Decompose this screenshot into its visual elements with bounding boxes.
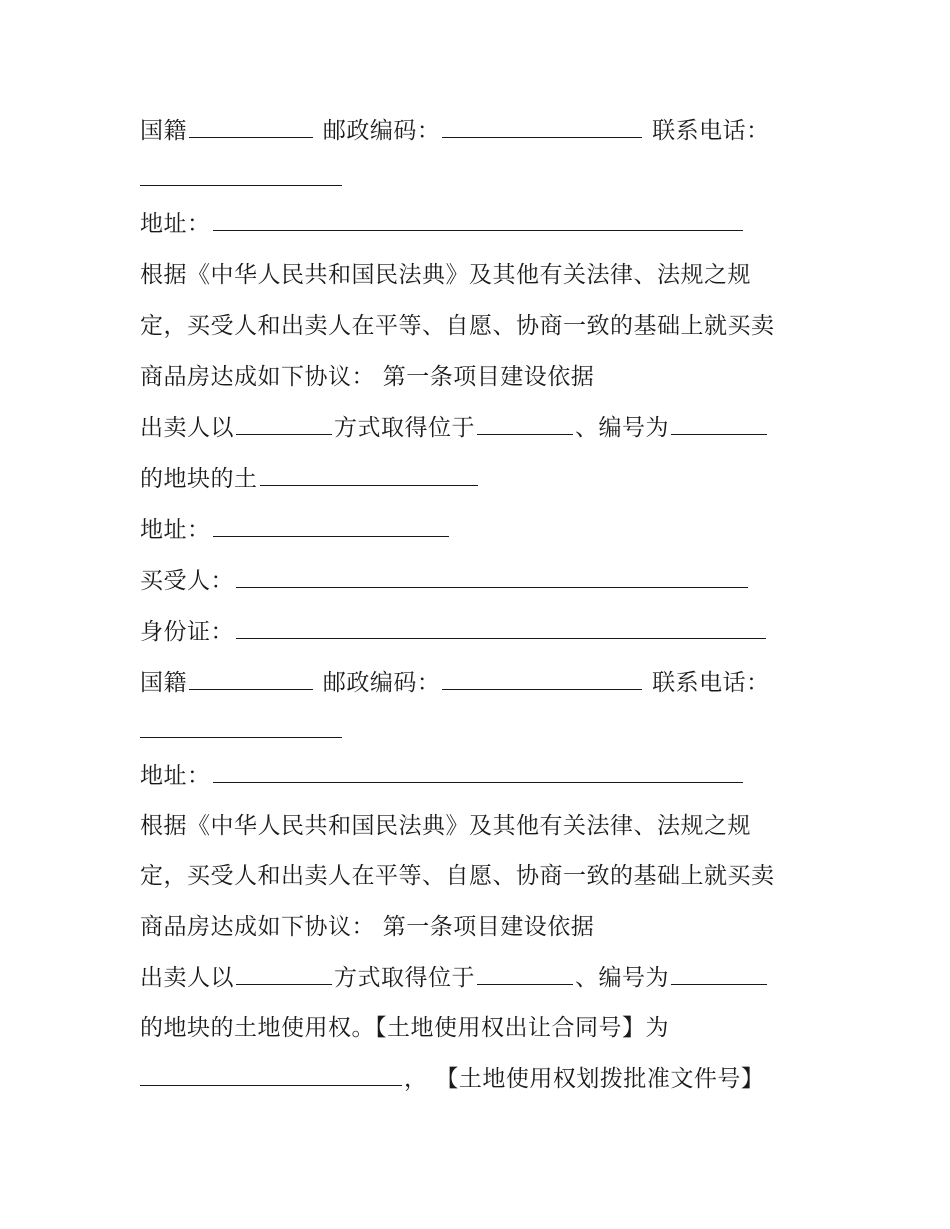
land-use-line: 的地块的土地使用权。【土地使用权出让合同号】为 — [140, 1015, 669, 1041]
allocation-label: 【土地使用权划拨批准文件号】 — [435, 1066, 765, 1092]
id-label: 身份证： — [140, 619, 234, 645]
buyer-line — [140, 565, 750, 595]
seller-prefix: 出卖人以 — [140, 415, 234, 441]
paragraph-line: 商品房达成如下协议： 第一条项目建设依据 — [140, 914, 595, 940]
paragraph-line: 根据《中华人民共和国民法典》及其他有关法律、法规之规 — [140, 813, 751, 839]
acquisition-method-field[interactable] — [236, 962, 332, 985]
seller-line — [140, 412, 769, 442]
paragraph-line: 根据《中华人民共和国民法典》及其他有关法律、法规之规 — [140, 262, 751, 288]
phone-continuation-line — [140, 163, 344, 193]
land-line — [140, 463, 480, 493]
nationality-label: 国籍 — [140, 670, 187, 696]
postcode-label: 邮政编码： — [322, 670, 441, 696]
nationality-field[interactable] — [189, 115, 313, 138]
phone-field[interactable] — [140, 163, 342, 186]
address-line — [140, 514, 451, 544]
address-label: 地址： — [140, 517, 211, 543]
location-field[interactable] — [477, 962, 573, 985]
postcode-label: 邮政编码： — [322, 118, 441, 144]
address-label: 地址： — [140, 763, 211, 789]
acquisition-method-field[interactable] — [236, 412, 332, 435]
seller-line — [140, 962, 769, 992]
address-line — [140, 760, 745, 790]
phone-label: 联系电话： — [652, 118, 770, 144]
allocation-line — [140, 1063, 764, 1093]
seller-number-label: 、编号为 — [575, 965, 669, 991]
paragraph-line: 商品房达成如下协议： 第一条项目建设依据 — [140, 364, 595, 390]
phone-label: 联系电话： — [652, 670, 770, 696]
phone-field[interactable] — [140, 715, 342, 738]
number-field[interactable] — [671, 412, 767, 435]
seller-method-label: 方式取得位于 — [334, 965, 475, 991]
seller-method-label: 方式取得位于 — [334, 415, 475, 441]
contact-line — [140, 115, 770, 145]
contact-line — [140, 667, 770, 697]
number-field[interactable] — [671, 962, 767, 985]
phone-continuation-line — [140, 715, 344, 745]
postcode-field[interactable] — [442, 115, 642, 138]
buyer-label: 买受人： — [140, 568, 234, 594]
contract-number-field[interactable] — [140, 1063, 402, 1086]
land-label: 的地块的土 — [140, 466, 258, 492]
paragraph-line: 定，买受人和出卖人在平等、自愿、协商一致的基础上就买卖 — [140, 313, 775, 339]
allocation-comma: ， — [404, 1066, 428, 1092]
id-field[interactable] — [236, 616, 766, 639]
postcode-field[interactable] — [442, 667, 642, 690]
buyer-field[interactable] — [236, 565, 748, 588]
paragraph-line: 定，买受人和出卖人在平等、自愿、协商一致的基础上就买卖 — [140, 863, 775, 889]
nationality-field[interactable] — [189, 667, 313, 690]
id-line — [140, 616, 768, 646]
address-line — [140, 208, 745, 238]
location-field[interactable] — [477, 412, 573, 435]
seller-prefix: 出卖人以 — [140, 965, 234, 991]
nationality-label: 国籍 — [140, 118, 187, 144]
seller-number-label: 、编号为 — [575, 415, 669, 441]
address-label: 地址： — [140, 211, 211, 237]
address-field[interactable] — [213, 760, 743, 783]
address-field[interactable] — [213, 208, 743, 231]
land-field[interactable] — [260, 463, 478, 486]
address-field[interactable] — [213, 514, 449, 537]
